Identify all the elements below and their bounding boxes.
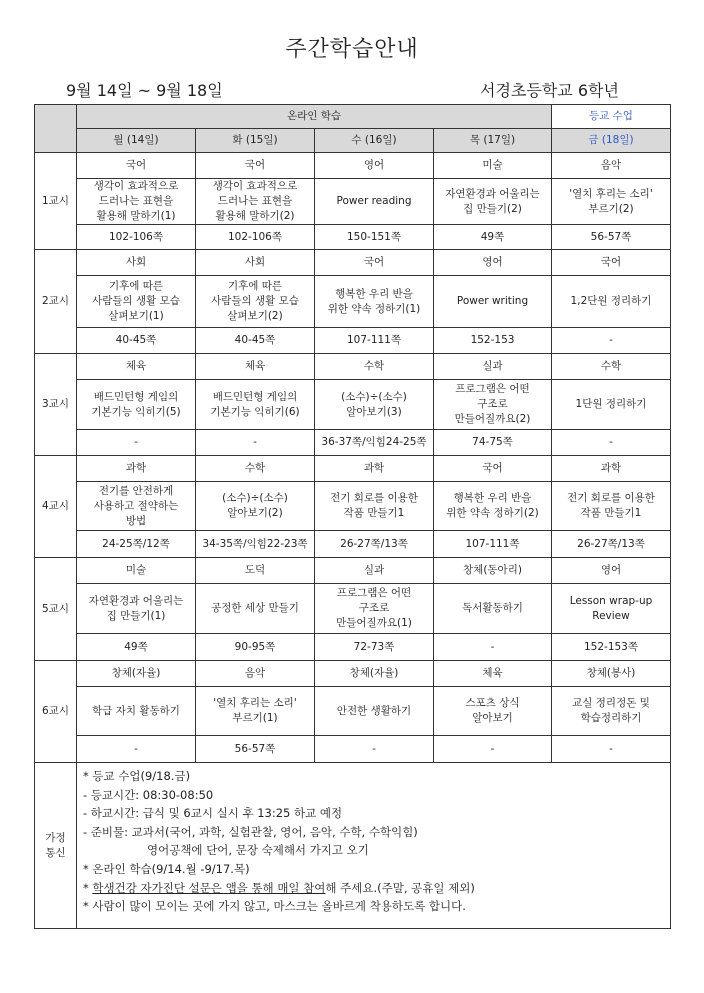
subject-cell: 국어 <box>196 153 315 179</box>
subject-cell: 창체(자율) <box>315 661 434 687</box>
pages-cell: 49쪽 <box>77 634 196 661</box>
subject-cell: 미술 <box>77 558 196 584</box>
notice-text: 해 주세요.(주말, 공휴일 제외) <box>325 880 475 895</box>
topic-cell: 배드민턴형 게임의 기본기능 익히기(5) <box>77 380 196 430</box>
notice-bullet: * <box>83 880 93 895</box>
topic-cell: 프로그램은 어떤 구조로 만들어질까요(2) <box>434 380 552 430</box>
health-check-notice: 학생건강 자가진단 설문은 앱을 통해 매일 참여 <box>92 880 326 895</box>
subject-cell: 미술 <box>434 153 552 179</box>
topic-row <box>35 380 671 430</box>
subject-cell: 수학 <box>315 354 434 380</box>
pages-cell: - <box>434 736 552 763</box>
subject-cell: 음악 <box>196 661 315 687</box>
topic-cell: 프로그램은 어떤 구조로 만들어질까요(1) <box>315 584 434 634</box>
notice-line: * 등교 수업(9/18.금) <box>83 769 191 783</box>
subject-row <box>35 456 671 482</box>
day-header: 수 (16일) <box>315 129 434 153</box>
subject-row <box>35 250 671 276</box>
topic-row <box>35 584 671 634</box>
topic-cell: 공정한 세상 만들기 <box>196 584 315 634</box>
pages-row <box>35 736 671 763</box>
pages-cell: 107-111쪽 <box>315 328 434 354</box>
subject-cell: 수학 <box>196 456 315 482</box>
topic-cell: Power writing <box>434 276 552 328</box>
topic-cell: 독서활동하기 <box>434 584 552 634</box>
pages-row <box>35 225 671 250</box>
topic-cell: '열치 후리는 소리' 부르기(1) <box>196 687 315 736</box>
day-header: 금 (18일) <box>552 129 671 153</box>
period-label: 4교시 <box>35 456 77 558</box>
pages-cell: 56-57쪽 <box>552 225 671 250</box>
online-header: 온라인 학습 <box>77 105 552 129</box>
subject-cell: 수학 <box>552 354 671 380</box>
subject-cell: 실과 <box>434 354 552 380</box>
subject-row <box>35 558 671 584</box>
notice-line: 영어공책에 단어, 문장 숙제해서 가지고 오기 <box>147 843 369 858</box>
notice-line: * 사람이 많이 모이는 곳에 가지 않고, 마스크는 올바르게 착용하도록 합니다. <box>83 899 466 914</box>
pages-cell: 26-27쪽/13쪽 <box>315 531 434 558</box>
subject-cell: 과학 <box>552 456 671 482</box>
period-label: 5교시 <box>35 558 77 661</box>
notice-content <box>77 763 671 929</box>
pages-cell: - <box>315 736 434 763</box>
subject-cell: 국어 <box>434 456 552 482</box>
pages-cell: 152-153쪽 <box>552 634 671 661</box>
subject-cell: 창체(봉사) <box>552 661 671 687</box>
pages-cell: 90-95쪽 <box>196 634 315 661</box>
topic-cell: 안전한 생활하기 <box>315 687 434 736</box>
subject-cell: 국어 <box>552 250 671 276</box>
subject-cell: 체육 <box>434 661 552 687</box>
period-label: 1교시 <box>35 153 77 250</box>
topic-cell: 교실 정리정돈 및 학습정리하기 <box>552 687 671 736</box>
pages-cell: 26-27쪽/13쪽 <box>552 531 671 558</box>
notice-row <box>35 763 671 929</box>
topic-cell: 전기 회로를 이용한 작품 만들기1 <box>552 482 671 531</box>
subject-cell: 국어 <box>77 153 196 179</box>
pages-cell: - <box>77 736 196 763</box>
subject-cell: 창체(자율) <box>77 661 196 687</box>
subject-cell: 도덕 <box>196 558 315 584</box>
corner-cell <box>35 105 77 153</box>
subject-cell: 과학 <box>315 456 434 482</box>
period-label: 2교시 <box>35 250 77 354</box>
pages-cell: - <box>552 736 671 763</box>
pages-cell: - <box>552 430 671 456</box>
topic-cell: 배드민턴형 게임의 기본기능 익히기(6) <box>196 380 315 430</box>
pages-cell: 36-37쪽/익힘24-25쪽 <box>315 430 434 456</box>
topic-cell: 기후에 따른 사람들의 생활 모습 살펴보기(2) <box>196 276 315 328</box>
pages-cell: 150-151쪽 <box>315 225 434 250</box>
topic-cell: 기후에 따른 사람들의 생활 모습 살펴보기(1) <box>77 276 196 328</box>
topic-cell: '열치 후리는 소리' 부르기(2) <box>552 179 671 225</box>
subject-cell: 과학 <box>77 456 196 482</box>
day-header: 월 (14일) <box>77 129 196 153</box>
topic-cell: 생각이 효과적으로 드러나는 표현을 활용해 말하기(2) <box>196 179 315 225</box>
topic-cell: 행복한 우리 반을 위한 약속 정하기(1) <box>315 276 434 328</box>
page-title: 주간학습안내 <box>285 37 419 62</box>
pages-cell: 152-153 <box>434 328 552 354</box>
notice-line: - 등교시간: 08:30-08:50 <box>83 787 214 802</box>
pages-cell: 40-45쪽 <box>77 328 196 354</box>
pages-cell: - <box>196 430 315 456</box>
notice-line: - 준비물: 교과서(국어, 과학, 실험관찰, 영어, 음악, 수학, 수학익힘) <box>83 824 418 839</box>
topic-cell: (소수)÷(소수) 알아보기(2) <box>196 482 315 531</box>
topic-row <box>35 179 671 225</box>
topic-cell: Lesson wrap-up Review <box>552 584 671 634</box>
pages-cell: 102-106쪽 <box>196 225 315 250</box>
subject-cell: 영어 <box>434 250 552 276</box>
subject-cell: 체육 <box>77 354 196 380</box>
topic-cell: 1단원 정리하기 <box>552 380 671 430</box>
topic-row <box>35 482 671 531</box>
pages-cell: 107-111쪽 <box>434 531 552 558</box>
pages-row <box>35 328 671 354</box>
subject-cell: 체육 <box>196 354 315 380</box>
pages-row <box>35 531 671 558</box>
pages-cell: 24-25쪽/12쪽 <box>77 531 196 558</box>
offline-header: 등교 수업 <box>552 105 671 129</box>
subject-cell: 국어 <box>315 250 434 276</box>
topic-cell: 전기를 안전하게 사용하고 절약하는 방법 <box>77 482 196 531</box>
subject-cell: 영어 <box>315 153 434 179</box>
pages-cell: 56-57쪽 <box>196 736 315 763</box>
subject-cell: 창체(동아리) <box>434 558 552 584</box>
subject-cell: 영어 <box>552 558 671 584</box>
pages-row <box>35 634 671 661</box>
subject-cell: 실과 <box>315 558 434 584</box>
school-class: 서경초등학교 6학년 <box>480 81 619 100</box>
subject-row <box>35 153 671 179</box>
topic-cell: 전기 회로를 이용한 작품 만들기1 <box>315 482 434 531</box>
topic-cell: 스포츠 상식 알아보기 <box>434 687 552 736</box>
day-header: 목 (17일) <box>434 129 552 153</box>
pages-cell: 34-35쪽/익힘22-23쪽 <box>196 531 315 558</box>
pages-cell: 102-106쪽 <box>77 225 196 250</box>
topic-cell: 행복한 우리 반을 위한 약속 정하기(2) <box>434 482 552 531</box>
pages-cell: - <box>552 328 671 354</box>
notice-label: 가정 통신 <box>35 763 77 929</box>
topic-cell: 생각이 효과적으로 드러나는 표현을 활용해 말하기(1) <box>77 179 196 225</box>
topic-cell: 1,2단원 정리하기 <box>552 276 671 328</box>
pages-cell: 72-73쪽 <box>315 634 434 661</box>
subject-cell: 사회 <box>196 250 315 276</box>
topic-cell: (소수)÷(소수) 알아보기(3) <box>315 380 434 430</box>
notice-line: - 하교시간: 급식 및 6교시 실시 후 13:25 하교 예정 <box>83 806 343 821</box>
period-label: 6교시 <box>35 661 77 763</box>
pages-cell: - <box>434 634 552 661</box>
subject-row <box>35 354 671 380</box>
subject-cell: 사회 <box>77 250 196 276</box>
subject-row <box>35 661 671 687</box>
topic-row <box>35 687 671 736</box>
topic-cell: 학급 자치 활동하기 <box>77 687 196 736</box>
pages-cell: 74-75쪽 <box>434 430 552 456</box>
topic-row <box>35 276 671 328</box>
pages-row <box>35 430 671 456</box>
notice-line <box>83 879 664 898</box>
pages-cell: 49쪽 <box>434 225 552 250</box>
pages-cell: 40-45쪽 <box>196 328 315 354</box>
pages-cell: - <box>77 430 196 456</box>
topic-cell: 자연환경과 어울리는 집 만들기(1) <box>77 584 196 634</box>
topic-cell: 자연환경과 어울리는 집 만들기(2) <box>434 179 552 225</box>
subject-cell: 음악 <box>552 153 671 179</box>
date-range: 9월 14일 ~ 9월 18일 <box>66 81 223 100</box>
topic-cell: Power reading <box>315 179 434 225</box>
day-header: 화 (15일) <box>196 129 315 153</box>
notice-line: * 온라인 학습(9/14.월 -9/17.목) <box>83 861 250 876</box>
period-label: 3교시 <box>35 354 77 456</box>
weekly-schedule-table <box>34 104 671 929</box>
